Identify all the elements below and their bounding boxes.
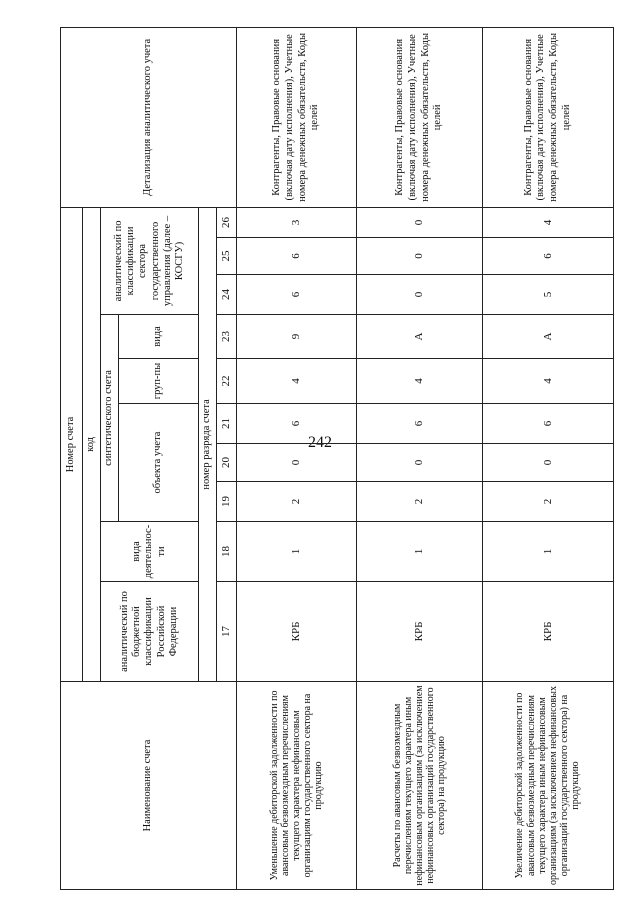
row-detail: Контрагенты, Правовые основания (включая дату исполнения), Учетные номера денежных обязательств, Коды целей bbox=[237, 27, 357, 207]
row-kosgu-digit: 0 bbox=[357, 275, 483, 315]
row-object-digit: 6 bbox=[357, 404, 483, 444]
column-number: 24 bbox=[217, 275, 237, 315]
column-number: 21 bbox=[217, 404, 237, 444]
row-kosgu-digit: 6 bbox=[237, 275, 357, 315]
rotated-table-wrapper bbox=[60, 28, 613, 890]
row-group: 4 bbox=[237, 359, 357, 404]
row-kosgu-digit: 0 bbox=[357, 238, 483, 275]
row-detail: Контрагенты, Правовые основания (включая дату исполнения), Учетные номера денежных обязательств, Коды целей bbox=[357, 27, 483, 207]
row-group: 4 bbox=[483, 359, 614, 404]
header-digit-number: номер разряда счета bbox=[199, 207, 217, 681]
page-number: 242 bbox=[308, 434, 332, 451]
row-object-digit: 2 bbox=[357, 482, 483, 522]
row-object-digit: 0 bbox=[357, 444, 483, 482]
row-object-digit: 6 bbox=[483, 404, 614, 444]
header-detail: Детализация аналитического учета bbox=[61, 27, 237, 207]
header-account-number: Номер счета bbox=[61, 207, 83, 681]
row-object-digit: 0 bbox=[237, 444, 357, 482]
row-group: 4 bbox=[357, 359, 483, 404]
row-kind: 9 bbox=[237, 315, 357, 359]
column-number: 19 bbox=[217, 482, 237, 522]
column-number: 22 bbox=[217, 359, 237, 404]
row-activity: 1 bbox=[237, 522, 357, 582]
header-code: код bbox=[83, 207, 101, 681]
header-kind: вида bbox=[119, 315, 199, 359]
header-synthetic: синтетического счета bbox=[101, 315, 119, 522]
column-number: 18 bbox=[217, 522, 237, 582]
header-kosgu: аналитический по классификации сектора государственного управления (далее – КОСГУ) bbox=[101, 207, 199, 314]
row-activity: 1 bbox=[483, 522, 614, 582]
row-kosgu-digit: 6 bbox=[483, 238, 614, 275]
row-analytic: КРБ bbox=[237, 582, 357, 682]
column-number: 23 bbox=[217, 315, 237, 359]
table-row bbox=[483, 27, 614, 889]
row-kind: А bbox=[483, 315, 614, 359]
column-number: 20 bbox=[217, 444, 237, 482]
row-object-digit: 2 bbox=[237, 482, 357, 522]
row-account-name: Увеличение дебиторской задолженности по авансовым безвозмездным перечислениям текущего характера иным нефинансовым организациям (за исключением нефинансовых организаций государственного сектора) на продукцию bbox=[483, 682, 614, 890]
row-kind: А bbox=[357, 315, 483, 359]
row-kosgu-digit: 4 bbox=[483, 207, 614, 237]
row-kosgu-digit: 3 bbox=[237, 207, 357, 237]
header-analytic-budget: аналитический по бюджетной классификации Российской Федерации bbox=[101, 582, 199, 682]
column-number: 25 bbox=[217, 238, 237, 275]
row-kosgu-digit: 0 bbox=[357, 207, 483, 237]
row-object-digit: 0 bbox=[483, 444, 614, 482]
table-row bbox=[357, 27, 483, 889]
column-number: 26 bbox=[217, 207, 237, 237]
header-object: объекта учета bbox=[119, 404, 199, 522]
row-account-name: Расчеты по авансовым безвозмездным перечислениям текущего характера иным нефинансовым организациям (за исключением нефинансовых организаций государственного сектора) на продукцию bbox=[357, 682, 483, 890]
header-account-name: Наименование счета bbox=[61, 682, 237, 890]
row-kosgu-digit: 6 bbox=[237, 238, 357, 275]
header-row-1 bbox=[61, 27, 83, 889]
column-number: 17 bbox=[217, 582, 237, 682]
row-analytic: КРБ bbox=[483, 582, 614, 682]
header-activity: вида деятельнос-ти bbox=[101, 522, 199, 582]
row-account-name: Уменьшение дебиторской задолженности по авансовым безвозмездным перечислениям текущего характера нефинансовым организациям государственного сектора на продукцию bbox=[237, 682, 357, 890]
row-object-digit: 2 bbox=[483, 482, 614, 522]
accounts-table bbox=[60, 27, 614, 890]
header-group: груп-пы bbox=[119, 359, 199, 404]
row-activity: 1 bbox=[357, 522, 483, 582]
row-kosgu-digit: 5 bbox=[483, 275, 614, 315]
row-object-digit: 6 bbox=[237, 404, 357, 444]
row-analytic: КРБ bbox=[357, 582, 483, 682]
table-row bbox=[237, 27, 357, 889]
row-detail: Контрагенты, Правовые основания (включая дату исполнения), Учетные номера денежных обязательств, Коды целей bbox=[483, 27, 614, 207]
